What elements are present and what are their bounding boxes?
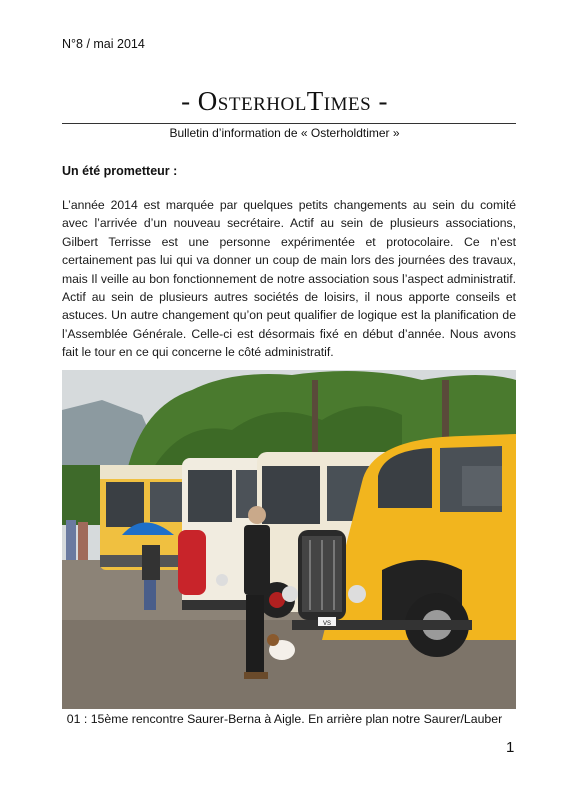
article-paragraph: L’année 2014 est marquée par quelques petits changements au sein du comité avec l’arrivée d’un nouveau secrétaire. Actif au sein de plusieurs associations, Gilbert Terrisse est une personne expérimentée et protocolaire. Ce n’est certainement pas lui qui va donner un coup de main lors des journées des travaux, mais Il veille au bon fonctionnement de notre association sous l’aspect administratif. Actif au sein de plusieurs autres sociétés de loisirs, il nous apporte conseils et astuces. Un autre changement qu’on peut qualifier de logique est la planification de l’Assemblée Générale. Celle-ci est désormais fixé en début d’année. Nous avons fait le tour en ce qui concerne le côté administratif. xyxy=(62,198,516,360)
issue-number: N°8 / mai 2014 xyxy=(62,37,145,51)
article-heading: Un été prometteur : xyxy=(62,164,178,178)
page-number: 1 xyxy=(506,739,515,756)
newsletter-subtitle: Bulletin d’information de « Osterholdtimer » xyxy=(169,126,400,140)
photo-caption: 01 : 15ème rencontre Saurer-Berna à Aigle. En arrière plan notre Saurer/Lauber xyxy=(66,712,503,726)
bus-photo xyxy=(62,370,516,709)
newsletter-title: - OsterholTimes - xyxy=(181,86,388,116)
license-plate: VS xyxy=(322,621,332,627)
title-divider xyxy=(62,123,516,124)
